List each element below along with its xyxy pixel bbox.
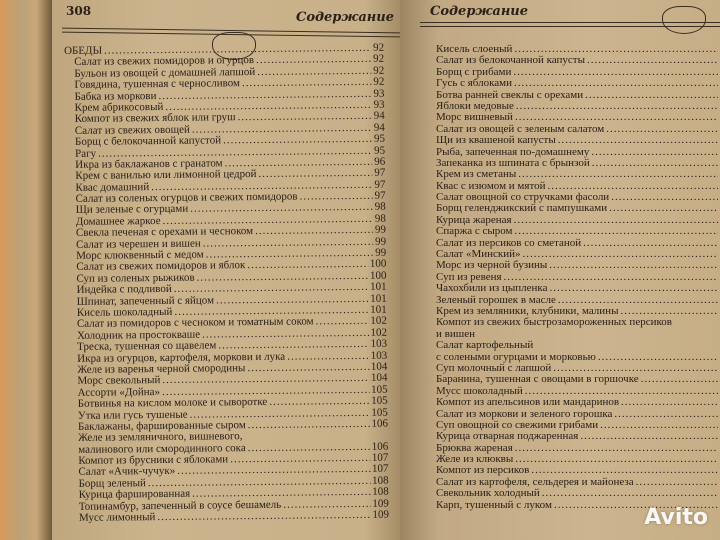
entry-page: 97 <box>374 178 386 191</box>
entry-title: Морс свекольный <box>77 374 161 388</box>
entry-title: Мусс лимонный <box>78 511 156 524</box>
toc-entry <box>436 78 720 89</box>
entry-page: 95 <box>373 132 386 145</box>
leader-dots <box>621 397 718 408</box>
leader-dots <box>542 488 718 499</box>
entry-title: Суп молочный с лапшой <box>436 361 552 374</box>
entry-title: Салат из овощей с зеленым салатом <box>436 122 605 135</box>
entry-page: 100 <box>369 269 387 282</box>
entry-page: 92 <box>373 64 385 77</box>
leader-dots <box>549 260 718 271</box>
entry-title: Утка или гусь тушеные <box>77 408 188 422</box>
entry-page: 106 <box>371 417 389 430</box>
leader-dots <box>614 409 718 420</box>
leader-dots <box>550 283 719 294</box>
leader-dots <box>580 431 718 442</box>
entry-page: 98 <box>374 201 386 214</box>
entry-page: 105 <box>371 383 388 396</box>
entry-title: Курица фаршированная <box>78 487 191 502</box>
entry-title: Зеленый горошек в масле <box>436 293 556 306</box>
entry-title: Компот из персиков <box>436 464 530 477</box>
entry-title: Морс клюквенный с медом <box>76 248 204 262</box>
toc-entry <box>436 340 720 351</box>
entry-title: Индейка с подливой <box>76 283 172 297</box>
leader-dots <box>515 454 718 465</box>
entry-page: 92 <box>373 75 385 88</box>
right-page <box>400 0 720 540</box>
leader-dots <box>300 191 373 203</box>
entry-title: Компот из апельсинов или мандаринов <box>436 396 620 409</box>
page-header: Содержание <box>295 10 394 25</box>
entry-title: Суп из ревеня <box>436 270 502 283</box>
entry-title: Мусс шоколадный <box>436 384 523 397</box>
entry-title: Шпинат, запеченный с яйцом <box>76 294 215 308</box>
leader-dots <box>515 443 718 454</box>
header-rule <box>420 22 720 23</box>
entry-page: 109 <box>372 497 389 510</box>
entry-page: 98 <box>374 212 386 225</box>
entry-title: Холодник на простокваше <box>76 328 201 342</box>
entry-title: с солеными огурцами и морковью <box>436 350 596 363</box>
entry-title: Свекольник холодный <box>436 487 540 500</box>
entry-title: Топинамбур, запеченный в соусе бешамель <box>78 498 282 513</box>
entry-page: 95 <box>374 144 386 157</box>
entry-title: Салат «Минский» <box>436 248 521 261</box>
entry-page: 104 <box>370 371 388 385</box>
avito-watermark: Avito <box>644 505 708 530</box>
entry-title: Крем из земляники, клубники, малины <box>436 304 619 317</box>
entry-title: Баранина, тушенная с овощами в горшочке <box>436 373 639 386</box>
entry-title: Салат из свежих помидоров и огурцов <box>74 54 255 69</box>
toc-entry <box>436 431 720 442</box>
entry-page: 93 <box>373 98 385 111</box>
entry-title: Щи из квашеной капусты <box>436 134 556 147</box>
entry-title: Борщ зеленый <box>78 477 146 490</box>
leader-dots <box>636 477 718 488</box>
toc-entry <box>436 488 720 499</box>
leader-dots <box>157 510 370 524</box>
entry-title: Курица отварная поджаренная <box>436 430 579 443</box>
entry-title: Свекла печеная с орехами и чесноком <box>75 225 254 240</box>
entry-page: 109 <box>372 508 389 521</box>
entry-title: Борщ с грибами <box>436 65 512 78</box>
entry-title: Салат из соленых огурцов и свежих помидоров <box>75 190 298 205</box>
leader-dots <box>316 316 369 328</box>
entry-page: 102 <box>370 315 387 328</box>
entry-title: Салат из моркови и зеленого горошка <box>436 407 613 420</box>
page-number: 308 <box>66 4 92 18</box>
entry-title: Рагу <box>75 147 97 160</box>
entry-page: 92 <box>373 53 385 66</box>
toc-list <box>64 43 389 525</box>
entry-title: малинового или смородинного сока <box>78 441 246 456</box>
entry-title: Салат «Ачик-чучук» <box>78 465 176 479</box>
pot-illustration <box>662 6 706 34</box>
entry-title: Желе из земляничного, вишневого, <box>78 430 243 445</box>
toc-entry <box>436 397 720 408</box>
entry-page: 106 <box>371 440 389 453</box>
entry-page: 99 <box>375 235 387 248</box>
entry-title: Салат из персиков со сметаной <box>436 236 582 249</box>
entry-page: 104 <box>370 360 388 373</box>
entry-title: Гусь с яблоками <box>436 77 513 90</box>
leader-dots <box>606 124 718 135</box>
entry-title: Салат из свежих овощей <box>74 123 190 137</box>
entry-title: Чахохбили из цыпленка <box>436 282 548 295</box>
entry-title: Квас с изюмом и мятой <box>436 179 546 192</box>
entry-title: Кисель шоколадный <box>76 305 173 319</box>
leader-dots <box>583 238 718 249</box>
leader-dots <box>592 158 718 169</box>
entry-page: 101 <box>370 303 387 316</box>
entry-title: Кисель слоеный <box>436 43 513 55</box>
entry-title: Салат овощной со стручками фасоли <box>436 191 610 204</box>
leader-dots <box>513 67 718 78</box>
entry-title: Запеканка из шпината с брынзой <box>436 156 590 169</box>
leader-dots <box>283 498 370 510</box>
entry-title: Ботва ранней свеклы с орехами <box>436 88 584 101</box>
entry-title: Домашнее жаркое <box>75 214 161 228</box>
toc-entry <box>69 510 389 525</box>
leader-dots <box>558 135 718 146</box>
entry-page: 107 <box>371 463 389 476</box>
entry-title: Крем из сметаны <box>436 168 517 181</box>
entry-title: Карп, тушенный с луком <box>436 498 552 511</box>
entry-page: 93 <box>373 87 385 100</box>
toc-entry <box>436 283 720 294</box>
entry-title: Морс из черной бузины <box>436 259 548 272</box>
entry-page: 102 <box>370 326 388 339</box>
leader-dots <box>515 226 719 237</box>
entry-title: Говядина, тушенная с черносливом <box>74 77 241 92</box>
entry-page: 96 <box>374 155 386 168</box>
entry-title: Компот из свежих быстрозамороженных персиков <box>436 316 672 329</box>
entry-page: 105 <box>371 394 388 407</box>
entry-title: Ассорти «Дойна» <box>77 385 161 399</box>
entry-title: Крем абрикосовый <box>74 100 164 114</box>
entry-title: Ботвинья на кислом молоке и сыворотке <box>77 396 268 410</box>
entry-title: ОБЕДЫ <box>63 44 103 57</box>
background-edge <box>0 0 52 540</box>
entry-page: 108 <box>372 485 389 499</box>
toc-entry <box>436 169 720 180</box>
left-page <box>52 0 400 540</box>
entry-title: Борщ геленджикский с пампушками <box>436 202 608 215</box>
header-rule <box>420 26 720 27</box>
leader-dots <box>600 420 718 431</box>
leader-dots <box>609 203 718 214</box>
entry-title: Желе из варенья черной смородины <box>77 362 246 376</box>
entry-title: Яблоки медовые <box>436 99 514 112</box>
entry-title: Икра из огурцов, картофеля, моркови и лука <box>77 350 286 365</box>
entry-page: 99 <box>375 246 387 259</box>
page-header: Содержание <box>430 4 529 19</box>
entry-title: Крем с ванилью или лимонной цедрой <box>75 168 257 183</box>
entry-title: Бабка из моркови <box>74 89 157 103</box>
leader-dots <box>585 90 718 101</box>
entry-page: 108 <box>372 474 389 487</box>
entry-title: Суп овощной со свежими грибами <box>436 418 599 431</box>
entry-title: Бульон из овощей с домашней лапшой <box>74 65 256 80</box>
toc-entry <box>436 226 720 237</box>
leader-dots <box>518 169 718 180</box>
entry-title: Компот из свежих яблок или груш <box>74 111 236 126</box>
entry-title: Курица жареная <box>436 213 512 226</box>
toc-entry <box>436 135 720 146</box>
leader-dots <box>598 352 718 363</box>
entry-page: 94 <box>373 109 385 123</box>
entry-page: 101 <box>370 292 387 305</box>
toc-entry <box>436 374 720 385</box>
leader-dots <box>248 419 370 432</box>
entry-title: Брюква жареная <box>436 441 513 454</box>
entry-title: Салат из белокочанной капусты <box>436 54 585 67</box>
entry-page: 99 <box>374 223 387 237</box>
entry-page: 94 <box>373 121 385 134</box>
entry-title: Салат из черешен и вишен <box>76 237 201 251</box>
entry-title: Щи зеленые с огурцами <box>75 203 189 217</box>
entry-title: Желе из клюквы <box>436 453 514 466</box>
leader-dots <box>641 374 718 385</box>
leader-dots <box>591 147 718 158</box>
leader-dots <box>523 249 718 260</box>
entry-page: 103 <box>370 337 388 350</box>
entry-title: Борщ с белокочанной капустой <box>74 134 222 149</box>
entry-title: Икра из баклажанов с гранатом <box>75 157 223 171</box>
entry-title: Салат из свежих помидоров и яблок <box>76 259 246 274</box>
entry-title: Суп из соленых рыжиков <box>76 271 195 285</box>
entry-title: Салат картофельный <box>436 339 534 352</box>
entry-title: Компот из брусники с яблоками <box>78 453 229 467</box>
toc-list <box>436 44 720 511</box>
entry-page: 92 <box>372 41 385 54</box>
entry-page: 105 <box>371 406 388 419</box>
entry-title: и вишен <box>436 327 475 340</box>
entry-page: 103 <box>370 349 388 362</box>
entry-title: Баклажаны, фаршированные сыром <box>77 419 246 433</box>
leader-dots <box>514 78 718 89</box>
entry-page: 100 <box>369 258 387 271</box>
entry-title: Салат из помидоров с чесноком и томатным соком <box>76 315 314 331</box>
entry-title: Треска, тушенная со щавелем <box>77 339 217 354</box>
entry-title: Квас домашний <box>75 180 150 194</box>
toc-entry <box>436 317 720 328</box>
leader-dots <box>514 215 718 226</box>
leader-dots <box>287 350 369 362</box>
entry-page: 97 <box>374 189 386 202</box>
leader-dots <box>611 192 718 203</box>
entry-page: 101 <box>369 280 387 294</box>
entry-page: 97 <box>374 166 386 180</box>
leader-dots <box>516 101 718 112</box>
entry-page: 107 <box>371 451 389 464</box>
leader-dots <box>587 55 718 66</box>
entry-title: Салат из картофеля, сельдерея и майонеза <box>436 475 634 488</box>
entry-title: Рыба, запеченная по-домашнему <box>436 145 590 158</box>
entry-title: Спаржа с сыром <box>436 225 513 238</box>
entry-title: Морс вишневый <box>436 111 513 124</box>
